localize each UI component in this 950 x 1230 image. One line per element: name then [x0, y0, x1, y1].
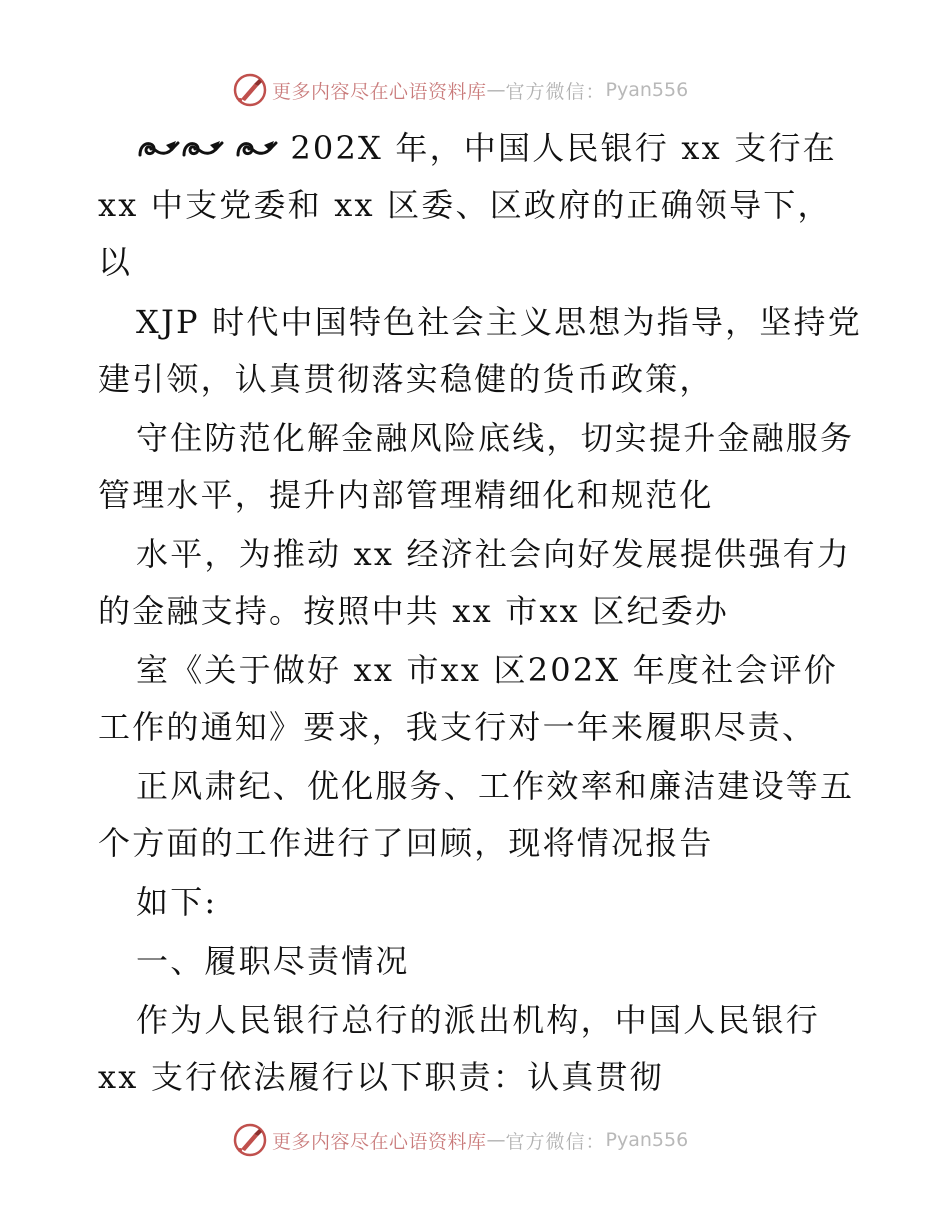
text-line: 个方面的工作进行了回顾，现将情况报告	[98, 824, 714, 862]
watermark-text: 更多内容尽在心语资料库	[272, 80, 487, 103]
text-line: 管理水平，提升内部管理精细化和规范化	[98, 476, 714, 514]
scroll-flourish-icon	[234, 133, 278, 163]
text-line: 工作的通知》要求，我支行对一年来履职尽责、	[98, 708, 817, 746]
text-line: 室《关于做好 xx 市xx 区202X 年度社会评价	[136, 651, 838, 689]
text-line: 以	[98, 243, 133, 281]
watermark-wechat-id: Pyan556	[605, 1129, 689, 1151]
watermark-wechat-id: Pyan556	[605, 79, 689, 101]
section-heading: 一、履职尽责情况	[136, 942, 410, 980]
scroll-flourish-icon	[136, 133, 180, 163]
watermark-wechat-label: 官方微信：	[505, 80, 606, 103]
pen-nib-circle-icon	[232, 1122, 268, 1158]
watermark-dash: —	[486, 1129, 506, 1151]
text-line-content: 202X 年，中国人民银行 xx 支行在	[290, 129, 837, 167]
watermark-dash: —	[486, 79, 506, 101]
text-line: 的金融支持。按照中共 xx 市xx 区纪委办	[98, 592, 730, 630]
text-line: 如下:	[136, 883, 218, 921]
watermark-wechat-label: 官方微信：	[505, 1130, 606, 1153]
text-line	[136, 124, 837, 172]
footer-watermark	[232, 1120, 688, 1160]
text-line: 作为人民银行总行的派出机构，中国人民银行	[136, 1001, 821, 1039]
pen-nib-circle-icon	[232, 72, 268, 108]
text-line: 正风肃纪、优化服务、工作效率和廉洁建设等五	[136, 767, 855, 805]
text-line: xx 中支党委和 xx 区委、区政府的正确领导下，	[98, 186, 832, 224]
text-line: 守住防范化解金融风险底线，切实提升金融服务	[136, 419, 855, 457]
text-line: 水平，为推动 xx 经济社会向好发展提供强有力	[136, 535, 852, 573]
text-line: XJP 时代中国特色社会主义思想为指导，坚持党	[136, 303, 862, 341]
watermark-text: 更多内容尽在心语资料库	[272, 1130, 487, 1153]
header-watermark	[232, 70, 688, 110]
scroll-flourish-icon	[180, 133, 224, 163]
text-line: 建引领，认真贯彻落实稳健的货币政策，	[98, 360, 714, 398]
text-line: xx 支行依法履行以下职责：认真贯彻	[98, 1058, 664, 1096]
